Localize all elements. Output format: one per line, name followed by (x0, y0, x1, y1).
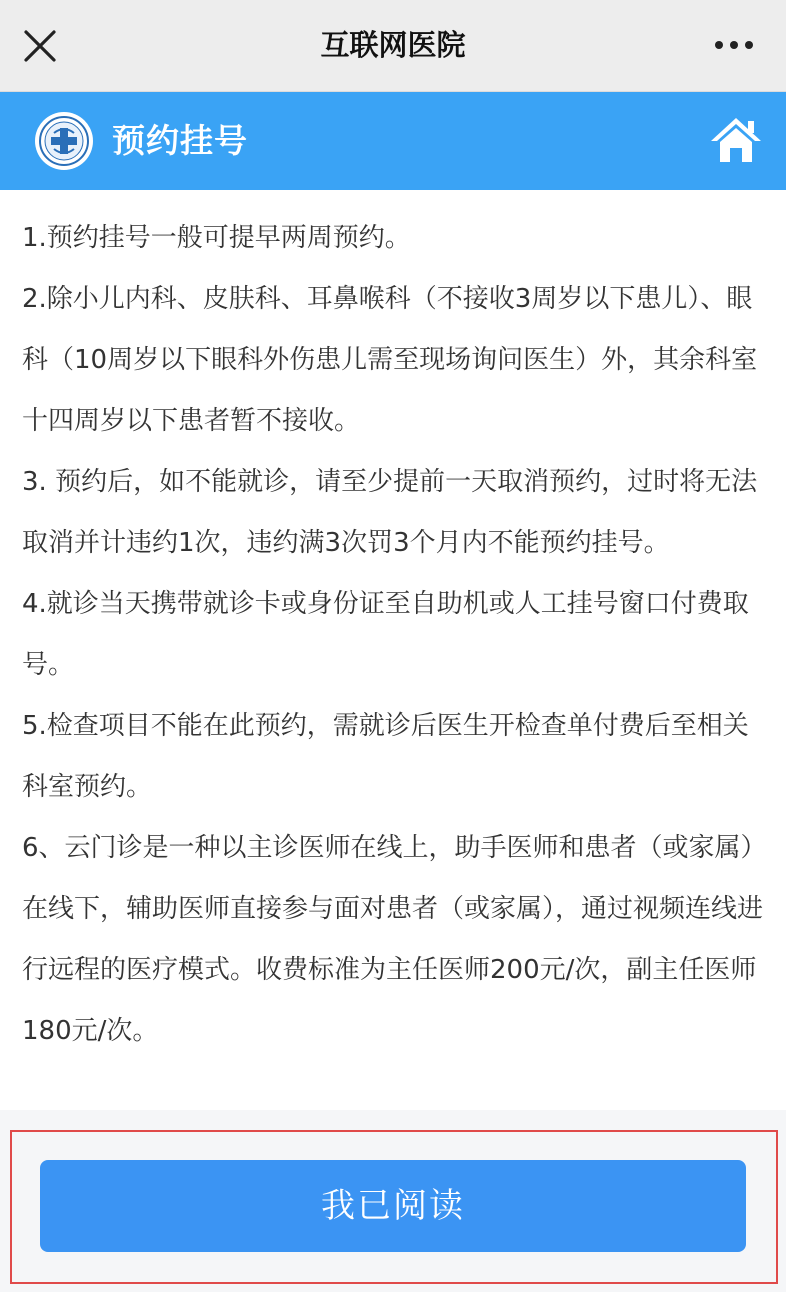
close-icon[interactable] (18, 24, 62, 68)
more-icon[interactable] (712, 30, 756, 60)
confirm-read-button[interactable]: 我已阅读 (40, 1160, 746, 1252)
notice-list (22, 208, 770, 1062)
page-title: 互联网医院 (320, 28, 466, 62)
header-title: 预约挂号 (112, 121, 248, 160)
notice-item-1: 1.预约挂号一般可提早两周预约。 (22, 223, 411, 253)
notice-item-5: 5.检查项目不能在此预约，需就诊后医生开检查单付费后至相关科室预约。 (22, 711, 749, 802)
home-icon[interactable] (708, 112, 764, 168)
section-header (0, 92, 786, 190)
hospital-logo-icon (34, 111, 94, 171)
notice-item-2: 2.除小儿内科、皮肤科、耳鼻喉科（不接收3周岁以下患儿）、眼科（10周岁以下眼科外伤患儿需至现场询问医生）外，其余科室十四周岁以下患者暂不接收。 (22, 284, 758, 436)
notice-item-4: 4.就诊当天携带就诊卡或身份证至自助机或人工挂号窗口付费取号。 (22, 589, 749, 680)
top-nav-bar (0, 0, 786, 92)
notice-item-3: 3. 预约后，如不能就诊，请至少提前一天取消预约，过时将无法取消并计违约1次，违约满3次罚3个月内不能预约挂号。 (22, 467, 758, 558)
notice-content (0, 190, 786, 1110)
notice-item-6: 6、云门诊是一种以主诊医师在线上，助手医师和患者（或家属）在线下，辅助医师直接参与面对患者（或家属），通过视频连线进行远程的医疗模式。收费标准为主任医师200元/次，副主任医师180元/次。 (22, 833, 767, 1046)
